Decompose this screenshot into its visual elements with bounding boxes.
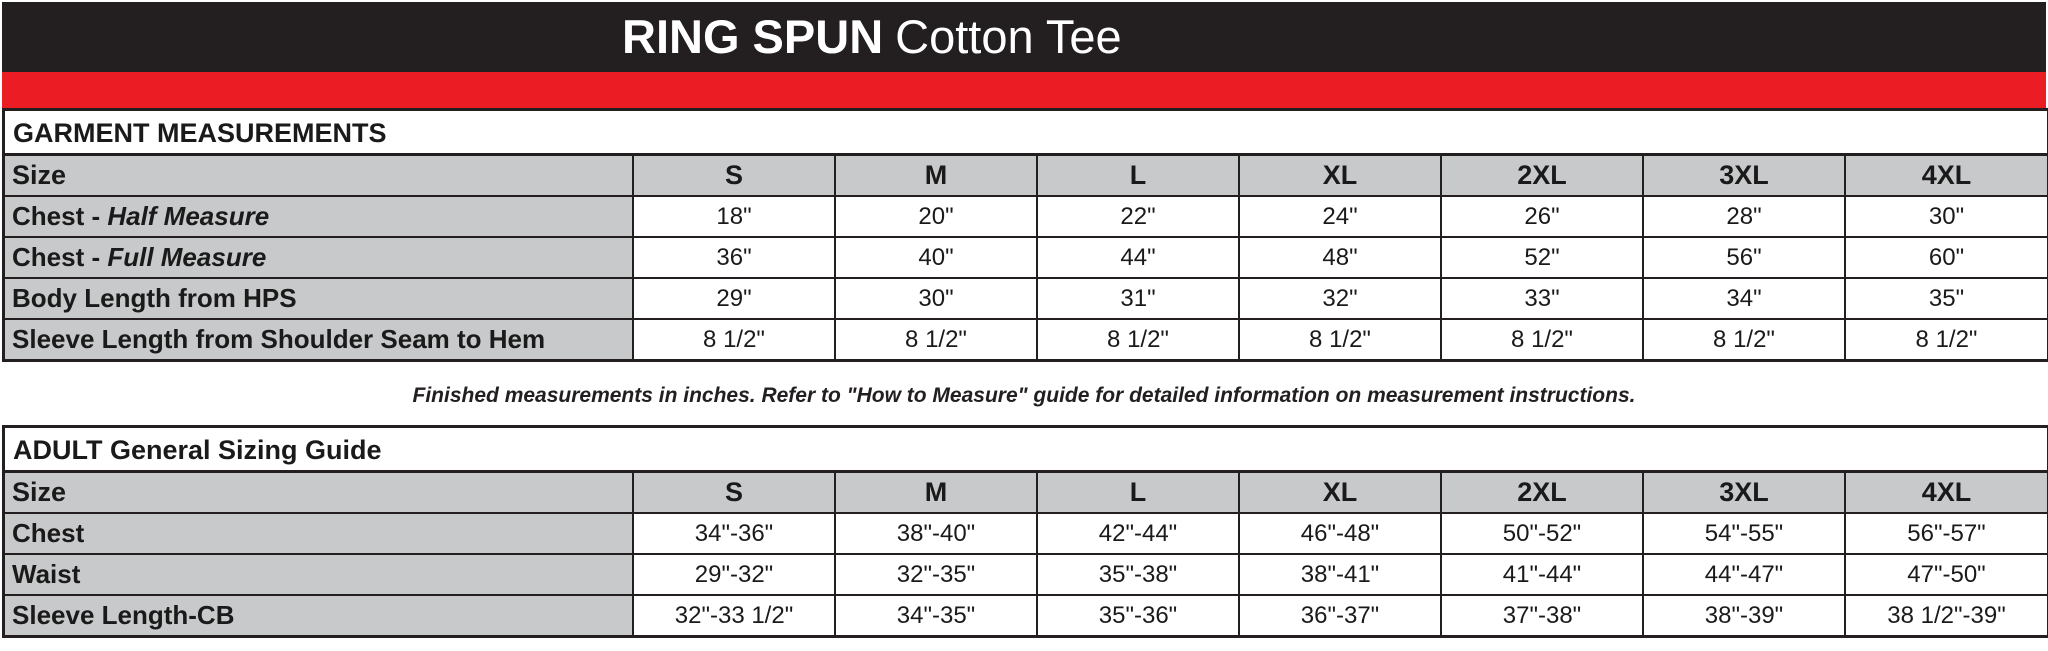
table-cell: 54"-55"	[1643, 513, 1845, 554]
adult-sizing-table	[2, 425, 2048, 638]
table-cell: 42"-44"	[1037, 513, 1239, 554]
row-label	[5, 554, 633, 595]
table-cell: 38"-39"	[1643, 595, 1845, 635]
garment-measurements-table	[2, 108, 2048, 362]
size-label: Size	[5, 156, 633, 196]
table-cell: 8 1/2"	[633, 319, 835, 359]
table-cell: 22"	[1037, 196, 1239, 237]
row-label-main: Chest -	[12, 242, 108, 272]
table-cell: 36"-37"	[1239, 595, 1441, 635]
size-header-cell: L	[1037, 473, 1239, 513]
table-cell: 18"	[633, 196, 835, 237]
row-label-emphasis: Half Measure	[107, 201, 270, 231]
row-label	[5, 513, 633, 554]
adult-body	[5, 473, 2047, 635]
table-cell: 24"	[1239, 196, 1441, 237]
garment-body	[5, 156, 2047, 359]
size-header-cell: S	[633, 473, 835, 513]
table-row	[5, 595, 2047, 635]
table-cell: 33"	[1441, 278, 1643, 319]
table-cell: 29"	[633, 278, 835, 319]
table-cell: 40"	[835, 237, 1037, 278]
table-cell: 29"-32"	[633, 554, 835, 595]
table-cell: 8 1/2"	[1037, 319, 1239, 359]
adult-heading: ADULT General Sizing Guide	[5, 428, 2047, 473]
table-row	[5, 319, 2047, 359]
table-cell: 34"	[1643, 278, 1845, 319]
table-cell: 34"-35"	[835, 595, 1037, 635]
row-label-main: Sleeve Length-CB	[12, 600, 235, 630]
table-row	[5, 278, 2047, 319]
table-cell: 44"	[1037, 237, 1239, 278]
title-bold: RING SPUN	[622, 10, 884, 63]
size-header-cell: 2XL	[1441, 156, 1643, 196]
table-cell: 26"	[1441, 196, 1643, 237]
table-cell: 8 1/2"	[1845, 319, 2047, 359]
table-cell: 56"	[1643, 237, 1845, 278]
title-light: Cotton Tee	[895, 10, 1122, 63]
table-cell: 8 1/2"	[835, 319, 1037, 359]
table-cell: 30"	[1845, 196, 2047, 237]
table-cell: 28"	[1643, 196, 1845, 237]
table-cell: 30"	[835, 278, 1037, 319]
size-header-row	[5, 473, 2047, 513]
row-label	[5, 319, 633, 359]
table-cell: 44"-47"	[1643, 554, 1845, 595]
table-cell: 38"-41"	[1239, 554, 1441, 595]
table-cell: 32"-35"	[835, 554, 1037, 595]
row-label-emphasis: Full Measure	[107, 242, 267, 272]
size-header-row	[5, 156, 2047, 196]
table-cell: 48"	[1239, 237, 1441, 278]
table-cell: 20"	[835, 196, 1037, 237]
row-label-main: Waist	[12, 559, 81, 589]
table-row	[5, 513, 2047, 554]
table-cell: 38"-40"	[835, 513, 1037, 554]
table-cell: 8 1/2"	[1239, 319, 1441, 359]
measurement-note: Finished measurements in inches. Refer to "How to Measure" guide for detailed information on measurement instructions.	[412, 384, 1636, 407]
row-label	[5, 595, 633, 635]
table-cell: 50"-52"	[1441, 513, 1643, 554]
table-cell: 31"	[1037, 278, 1239, 319]
size-label: Size	[5, 473, 633, 513]
size-header-cell: 3XL	[1643, 473, 1845, 513]
table-cell: 52"	[1441, 237, 1643, 278]
garment-heading: GARMENT MEASUREMENTS	[5, 111, 2047, 156]
size-header-cell: 3XL	[1643, 156, 1845, 196]
row-label-main: Sleeve Length from Shoulder Seam to Hem	[12, 324, 546, 354]
table-cell: 34"-36"	[633, 513, 835, 554]
accent-bar	[2, 72, 2046, 108]
table-cell: 47"-50"	[1845, 554, 2047, 595]
row-label-main: Body Length from HPS	[12, 283, 297, 313]
size-header-cell: M	[835, 156, 1037, 196]
title-bar	[2, 2, 2046, 72]
table-cell: 35"	[1845, 278, 2047, 319]
size-header-cell: L	[1037, 156, 1239, 196]
table-cell: 60"	[1845, 237, 2047, 278]
row-label-main: Chest -	[12, 201, 108, 231]
table-cell: 35"-38"	[1037, 554, 1239, 595]
size-header-cell: XL	[1239, 473, 1441, 513]
row-label	[5, 278, 633, 319]
table-cell: 32"-33 1/2"	[633, 595, 835, 635]
page-title	[622, 8, 1122, 66]
table-cell: 36"	[633, 237, 835, 278]
size-header-cell: 2XL	[1441, 473, 1643, 513]
table-cell: 8 1/2"	[1441, 319, 1643, 359]
table-row	[5, 196, 2047, 237]
table-cell: 56"-57"	[1845, 513, 2047, 554]
table-row	[5, 554, 2047, 595]
table-cell: 38 1/2"-39"	[1845, 595, 2047, 635]
row-label	[5, 196, 633, 237]
table-row	[5, 237, 2047, 278]
table-cell: 46"-48"	[1239, 513, 1441, 554]
table-cell: 32"	[1239, 278, 1441, 319]
size-header-cell: 4XL	[1845, 473, 2047, 513]
size-header-cell: XL	[1239, 156, 1441, 196]
table-cell: 37"-38"	[1441, 595, 1643, 635]
size-header-cell: 4XL	[1845, 156, 2047, 196]
size-header-cell: S	[633, 156, 835, 196]
table-cell: 41"-44"	[1441, 554, 1643, 595]
row-label	[5, 237, 633, 278]
table-cell: 8 1/2"	[1643, 319, 1845, 359]
row-label-main: Chest	[12, 518, 85, 548]
size-header-cell: M	[835, 473, 1037, 513]
table-cell: 35"-36"	[1037, 595, 1239, 635]
